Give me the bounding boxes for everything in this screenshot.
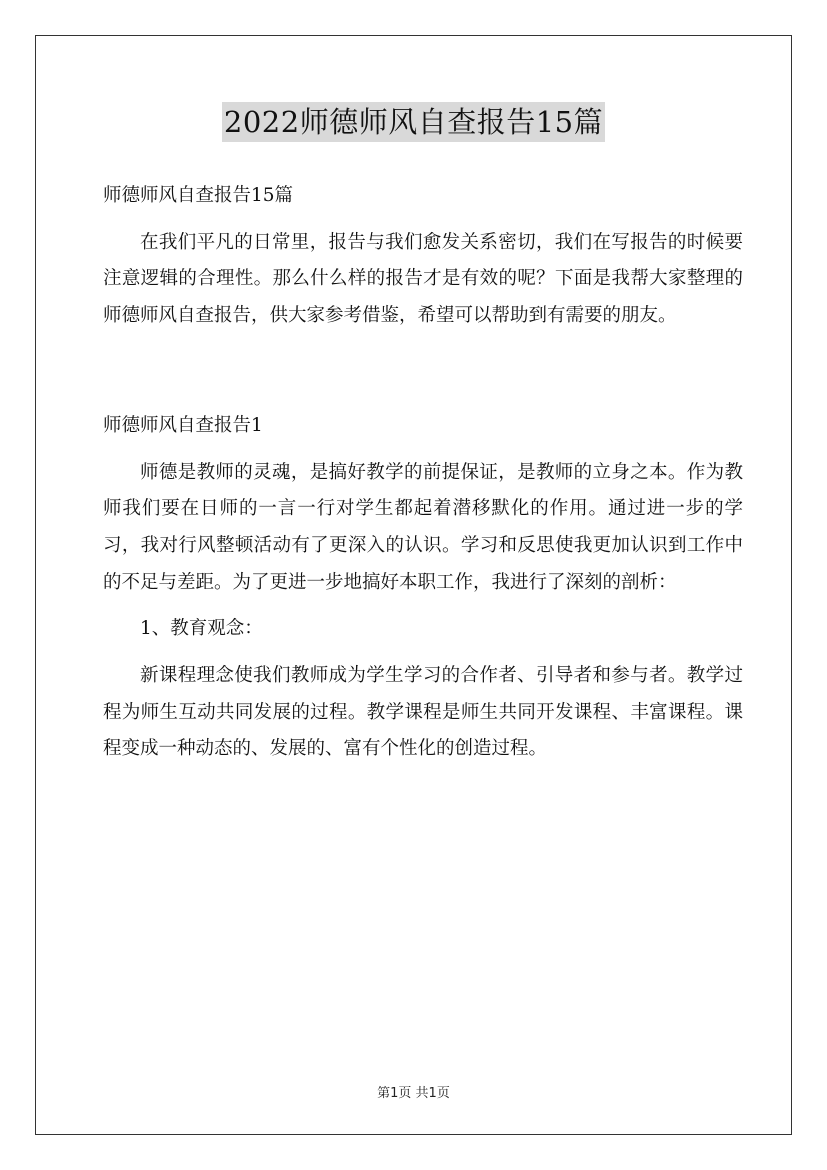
intro-paragraph: 在我们平凡的日常里，报告与我们愈发关系密切，我们在写报告的时候要注意逻辑的合理性。那么什么样的报告才是有效的呢？下面是我帮大家整理的师德师风自查报告，供大家参考借鉴，希望可以帮助到有需要的朋友。 xyxy=(103,231,743,327)
item-heading: 1、教育观念： xyxy=(140,618,263,640)
title-wrap xyxy=(0,102,827,142)
page-footer: 第1页 共1页 xyxy=(377,1086,450,1101)
document-title: 2022师德师风自查报告15篇 xyxy=(222,102,605,142)
section-paragraph: 新课程理念使我们教师成为学生学习的合作者、引导者和参与者。教学过程为师生互动共同发展的过程。教学课程是师生共同开发课程、丰富课程。课程变成一种动态的、发展的、富有个性化的创造过程。 xyxy=(103,665,743,760)
section-heading: 师德师风自查报告1 xyxy=(103,414,263,436)
section-gap xyxy=(103,335,743,408)
document-subtitle: 师德师风自查报告15篇 xyxy=(103,185,294,206)
section-paragraph: 师德是教师的灵魂，是搞好教学的前提保证，是教师的立身之本。作为教师我们要在日师的一言一行对学生都起着潜移默化的作用。通过进一步的学习，我对行风整顿活动有了更深入的认识。学习和反思使我更加认识到工作中的不足与差距。为了更进一步地搞好本职工作，我进行了深刻的剖析： xyxy=(103,461,743,593)
document-body xyxy=(103,178,743,768)
